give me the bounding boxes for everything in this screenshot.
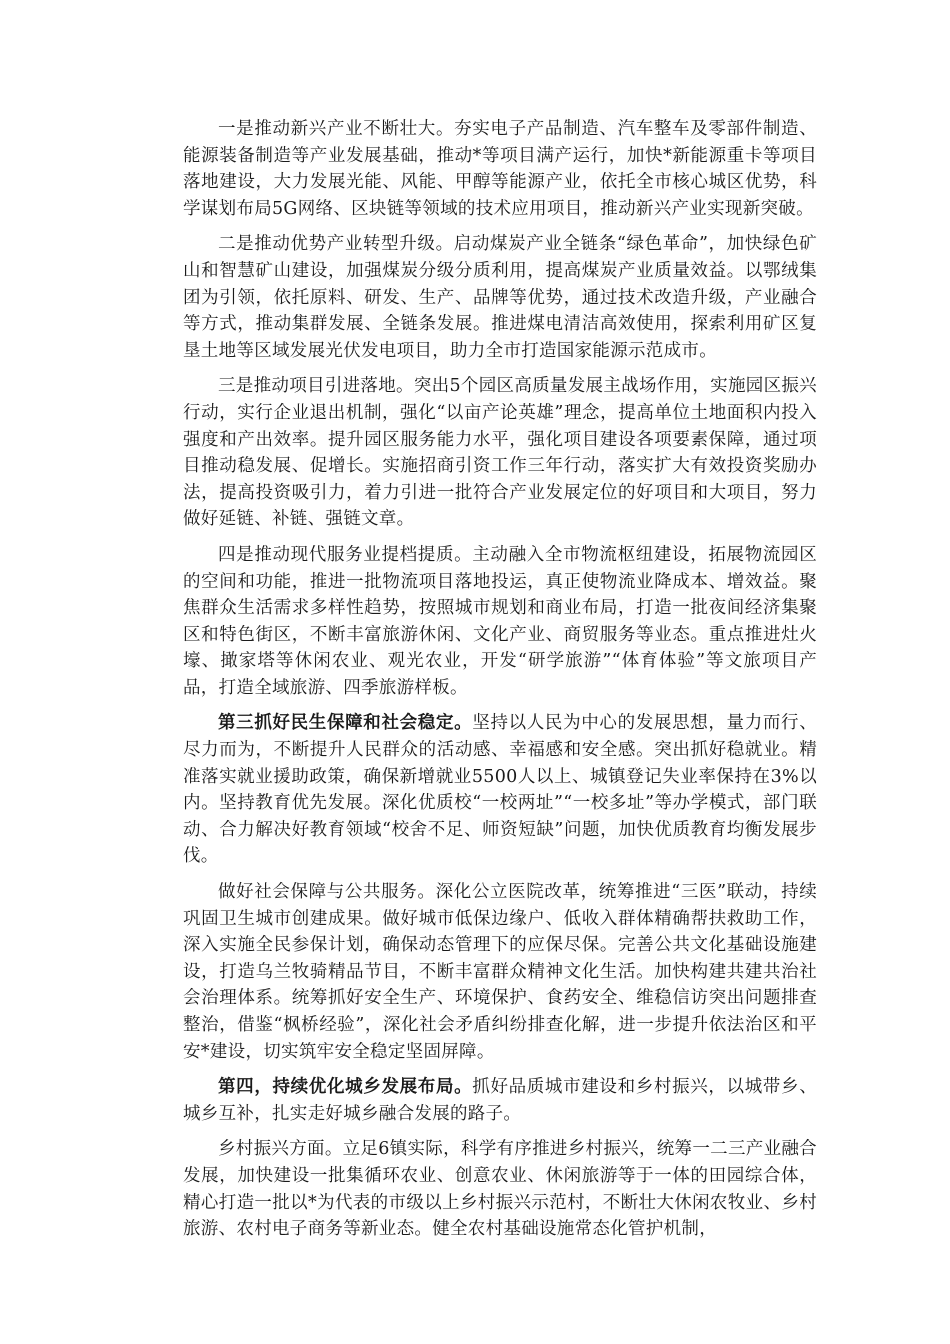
paragraph-text: 抓好品质城市建设和乡村振兴，以城带乡、城乡互补，扎实走好城乡融合发展的路子。 bbox=[183, 1077, 818, 1124]
document-page bbox=[183, 116, 817, 1252]
paragraph-text: 坚持以人民为中心的发展思想，量力而行、尽力而为，不断提升人民群众的活动感、幸福感和安全感。突出抓好稳就业。精准落实就业援助政策，确保新增就业5500人以上、城镇登记失业率保持在3%以内。坚持教育优先发展。深化优质校“一校两址”“一校多址”等办学模式，部门联动、合力解决好教育领域“校舍不足、师资短缺”问题，加快优质教育均衡发展步伐。 bbox=[183, 713, 818, 867]
paragraph-project-introduction bbox=[183, 373, 817, 533]
paragraph-social-security bbox=[183, 879, 817, 1065]
paragraph-lead: 第三抓好民生保障和社会稳定。 bbox=[218, 713, 473, 734]
paragraph-modern-services bbox=[183, 542, 817, 702]
paragraph-lead: 第四，持续优化城乡发展布局。 bbox=[218, 1077, 473, 1098]
paragraph-new-industry bbox=[183, 116, 817, 222]
paragraph-text: 一是推动新兴产业不断壮大。夯实电子产品制造、汽车整车及零部件制造、能源装备制造等产业发展基础，推动*等项目满产运行，加快*新能源重卡等项目落地建设，大力发展光能、风能、甲醇等能源产业，依托全市核心城区优势，科学谋划布局5G网络、区块链等领域的技术应用项目，推动新兴产业实现新突破。 bbox=[183, 119, 817, 219]
paragraph-text: 做好社会保障与公共服务。深化公立医院改革，统筹推进“三医”联动，持续巩固卫生城市创建成果。做好城市低保边缘户、低收入群体精确帮扶救助工作，深入实施全民参保计划，确保动态管理下的应保尽保。完善公共文化基础设施建设，打造乌兰牧骑精品节目，不断丰富群众精神文化生活。加快构建共建共治社会治理体系。统筹抓好安全生产、环境保护、食药安全、维稳信访突出问题排查整治，借鉴“枫桥经验”，深化社会矛盾纠纷排查化解，进一步提升依法治区和平安*建设，切实筑牢安全稳定坚固屏障。 bbox=[183, 882, 817, 1062]
paragraph-text: 二是推动优势产业转型升级。启动煤炭产业全链条“绿色革命”，加快绿色矿山和智慧矿山建设，加强煤炭分级分质利用，提高煤炭产业质量效益。以鄂绒集团为引领，依托原料、研发、生产、品牌等优势，通过技术改造升级，产业融合等方式，推动集群发展、全链条发展。推进煤电清洁高效使用，探索利用矿区复垦土地等区域发展光伏发电项目，助力全市打造国家能源示范成市。 bbox=[183, 234, 817, 361]
paragraph-urban-rural-heading bbox=[183, 1074, 817, 1127]
paragraph-livelihood-heading bbox=[183, 710, 817, 870]
paragraph-industry-upgrade bbox=[183, 231, 817, 364]
paragraph-text: 四是推动现代服务业提档提质。主动融入全市物流枢纽建设，拓展物流园区的空间和功能，推进一批物流项目落地投运，真正使物流业降成本、增效益。聚焦群众生活需求多样性趋势，按照城市规划和商业布局，打造一批夜间经济集聚区和特色街区，不断丰富旅游休闲、文化产业、商贸服务等业态。重点推进灶火壕、撖家塔等休闲农业、观光农业，开发“研学旅游”“体育体验”等文旅项目产品，打造全域旅游、四季旅游样板。 bbox=[183, 544, 817, 698]
paragraph-text: 乡村振兴方面。立足6镇实际，科学有序推进乡村振兴，统筹一二三产业融合发展，加快建设一批集循环农业、创意农业、休闲旅游等于一体的田园综合体，精心打造一批以*为代表的市级以上乡村振兴示范村，不断壮大休闲农牧业、乡村旅游、农村电子商务等新业态。健全农村基础设施常态化管护机制， bbox=[183, 1139, 817, 1240]
paragraph-text: 三是推动项目引进落地。突出5个园区高质量发展主战场作用，实施园区振兴行动，实行企业退出机制，强化“以亩产论英雄”理念，提高单位土地面积内投入强度和产出效率。提升园区服务能力水平，强化项目建设各项要素保障，通过项目推动稳发展、促增长。实施招商引资工作三年行动，落实扩大有效投资奖励办法，提高投资吸引力，着力引进一批符合产业发展定位的好项目和大项目，努力做好延链、补链、强链文章。 bbox=[183, 376, 817, 530]
paragraph-rural-revitalization bbox=[183, 1136, 817, 1242]
